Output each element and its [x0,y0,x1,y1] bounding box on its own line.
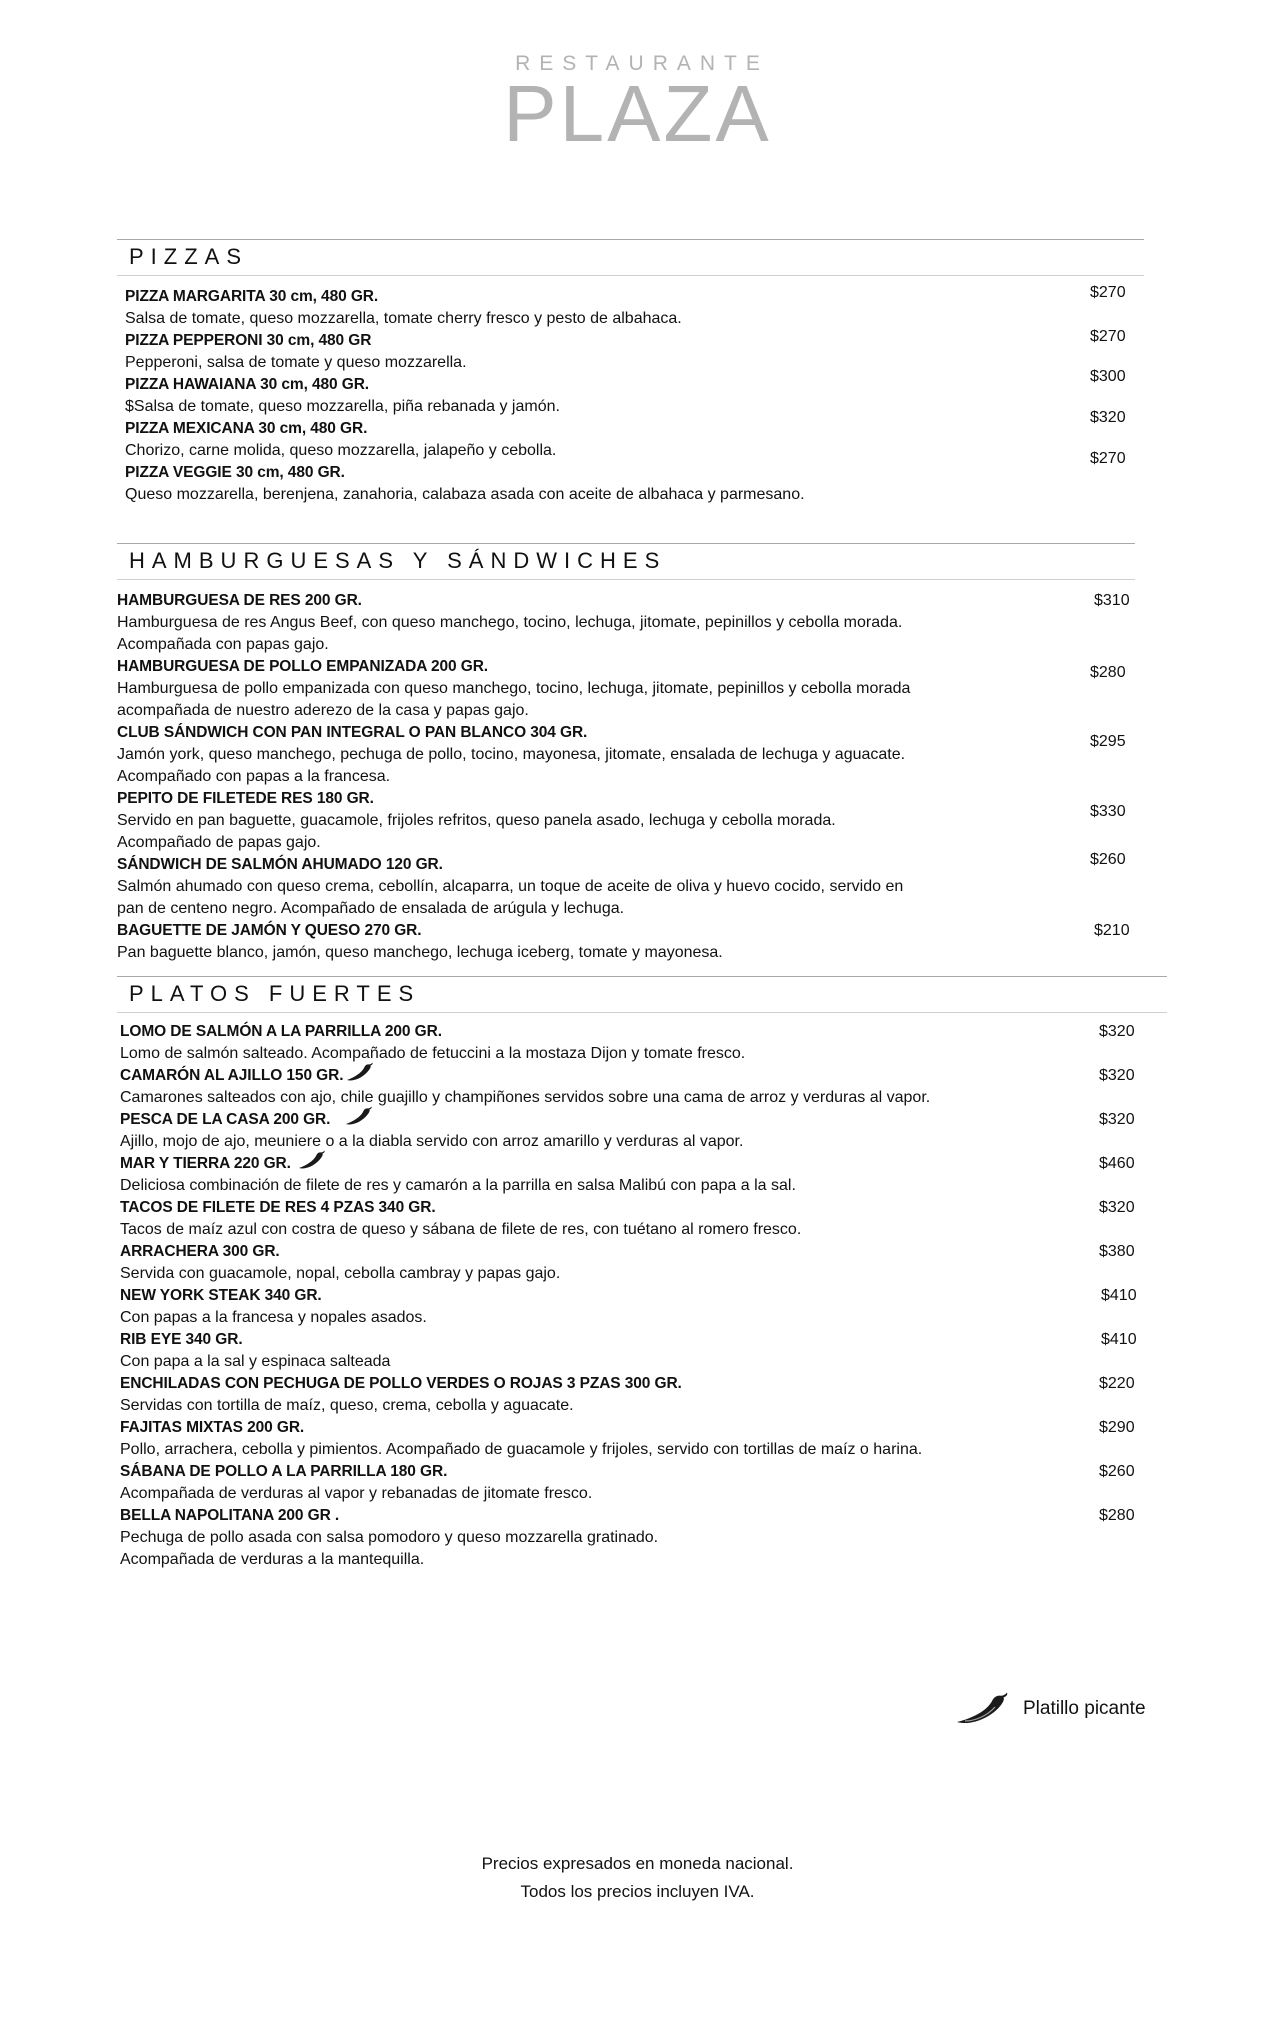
item-name [120,1109,1167,1131]
menu-item [120,1285,1167,1329]
item-description: Acompañada con papas gajo. [117,636,329,653]
item-price: $320 [1099,1067,1135,1084]
item-price: $260 [1090,851,1126,868]
item-description: Salmón ahumado con queso crema, cebollín, alcaparra, un toque de aceite de oliva y huevo cocido, servido en [117,878,904,895]
item-price: $320 [1099,1023,1135,1040]
item-name [120,1065,1167,1087]
menu-item [125,330,1144,374]
item-name-text: MAR Y TIERRA 220 GR. [120,1155,291,1172]
section-platos-fuertes [117,976,1167,1571]
item-description: Pepperoni, salsa de tomate y queso mozzarella. [125,354,467,371]
spicy-legend-label: Platillo picante [1023,1698,1146,1719]
item-name-text: CAMARÓN AL AJILLO 150 GR. [120,1067,344,1084]
item-name: HAMBURGUESA DE RES 200 GR. [117,592,362,609]
chili-pepper-icon [344,1106,374,1128]
item-price: $320 [1099,1111,1135,1128]
item-price: $295 [1090,733,1126,750]
item-price: $300 [1090,368,1126,385]
menu-item [125,368,1144,418]
item-description: Servida con guacamole, nopal, cebolla cambray y papas gajo. [120,1265,561,1282]
item-price: $460 [1099,1155,1135,1172]
menu-item [117,590,1135,656]
item-description: Pechuga de pollo asada con salsa pomodoro y queso mozzarella gratinado. [120,1529,659,1546]
spicy-legend [955,1690,1215,1734]
item-price: $270 [1090,328,1126,345]
item-name: PIZZA MEXICANA 30 cm, 480 GR. [125,420,368,437]
item-description: Con papa a la sal y espinaca salteada [120,1353,391,1370]
footer-line: Precios expresados en moneda nacional. [481,1854,794,1873]
section-hamburguesas [117,543,1135,964]
chili-pepper-icon [345,1062,375,1084]
item-name: PIZZA VEGGIE 30 cm, 480 GR. [125,464,345,481]
footer-note [0,1850,1275,1906]
item-description: Lomo de salmón salteado. Acompañado de fetuccini a la mostaza Dijon y tomate fresco. [120,1045,746,1062]
item-price: $210 [1094,922,1130,939]
item-description: acompañada de nuestro aderezo de la casa y papas gajo. [117,702,529,719]
item-name: PIZZA HAWAIANA 30 cm, 480 GR. [125,376,370,393]
item-name-text: PESCA DE LA CASA 200 GR. [120,1111,331,1128]
item-price: $410 [1101,1331,1137,1348]
menu-item [120,1065,1167,1109]
item-description: Tacos de maíz azul con costra de queso y sábana de filete de res, con tuétano al romero fresco. [120,1221,802,1238]
item-description: Pollo, arrachera, cebolla y pimientos. Acompañado de guacamole y frijoles, servido con tortillas de maíz o harina. [120,1441,923,1458]
section-pizzas [117,239,1144,506]
menu-item [120,1109,1167,1153]
item-description: Acompañado con papas a la francesa. [117,768,391,785]
item-name: ENCHILADAS CON PECHUGA DE POLLO VERDES O ROJAS 3 PZAS 300 GR. [120,1375,682,1392]
item-price: $280 [1090,664,1126,681]
section-header [117,976,1167,1013]
item-description: Hamburguesa de pollo empanizada con queso manchego, tocino, lechuga, jitomate, pepinillos y cebolla morada [117,680,911,697]
item-description: Hamburguesa de res Angus Beef, con queso manchego, tocino, lechuga, jitomate, pepinillos y cebolla morada. [117,614,903,631]
item-name: RIB EYE 340 GR. [120,1331,243,1348]
item-description: $Salsa de tomate, queso mozzarella, piña rebanada y jamón. [125,398,560,415]
chili-pepper-icon [955,1692,1011,1728]
section-title: HAMBURGUESAS Y SÁNDWICHES [129,548,667,573]
menu-items [120,1021,1167,1571]
item-description: Chorizo, carne molida, queso mozzarella, jalapeño y cebolla. [125,442,557,459]
item-description: Con papas a la francesa y nopales asados. [120,1309,427,1326]
item-price: $410 [1101,1287,1137,1304]
item-price: $330 [1090,803,1126,820]
section-title: PLATOS FUERTES [129,981,421,1006]
item-name: NEW YORK STEAK 340 GR. [120,1287,322,1304]
logo-subtitle: RESTAURANTE [515,52,769,75]
item-name: ARRACHERA 300 GR. [120,1243,280,1260]
menu-items [117,590,1135,964]
item-name [120,1153,1167,1175]
item-price: $310 [1094,592,1130,609]
item-name: SÁNDWICH DE SALMÓN AHUMADO 120 GR. [117,856,443,873]
menu-item [117,920,1135,964]
item-price: $290 [1099,1419,1135,1436]
logo-title: PLAZA [503,69,772,158]
section-header [117,239,1144,276]
menu-item [120,1153,1167,1197]
item-description: Deliciosa combinación de filete de res y camarón a la parrilla en salsa Malibú con papa a la sal. [120,1177,796,1194]
section-header [117,543,1135,580]
menu-item [120,1505,1167,1571]
item-price: $270 [1090,450,1126,467]
item-description: Pan baguette blanco, jamón, queso manchego, lechuga iceberg, tomate y mayonesa. [117,944,723,961]
item-name: FAJITAS MIXTAS 200 GR. [120,1419,305,1436]
item-description: Acompañada de verduras al vapor y rebanadas de jitomate fresco. [120,1485,593,1502]
restaurant-logo [0,52,1275,158]
item-name: TACOS DE FILETE DE RES 4 PZAS 340 GR. [120,1199,436,1216]
footer-line: Todos los precios incluyen IVA. [520,1882,755,1901]
item-description: Jamón york, queso manchego, pechuga de pollo, tocino, mayonesa, jitomate, ensalada de lechuga y aguacate. [117,746,906,763]
item-description: Acompañado de papas gajo. [117,834,321,851]
menu-item [117,851,1135,920]
item-description: Servidas con tortilla de maíz, queso, crema, cebolla y aguacate. [120,1397,574,1414]
item-description: Ajillo, mojo de ajo, meuniere o a la diabla servido con arroz amarillo y verduras al vapor. [120,1133,744,1150]
item-price: $280 [1099,1507,1135,1524]
chili-pepper-icon [297,1150,327,1172]
item-price: $320 [1090,409,1126,426]
item-name: LOMO DE SALMÓN A LA PARRILLA 200 GR. [120,1023,442,1040]
menu-item [117,788,1135,854]
item-price: $270 [1090,284,1126,301]
menu-item [120,1241,1167,1285]
item-description: Salsa de tomate, queso mozzarella, tomate cherry fresco y pesto de albahaca. [125,310,682,327]
menu-items [125,286,1144,506]
menu-item [125,409,1144,462]
item-name: SÁBANA DE POLLO A LA PARRILLA 180 GR. [120,1463,448,1480]
item-name: PIZZA PEPPERONI 30 cm, 480 GR [125,332,372,349]
menu-item [120,1373,1167,1417]
menu-item [120,1461,1167,1505]
item-name: CLUB SÁNDWICH CON PAN INTEGRAL O PAN BLANCO 304 GR. [117,724,588,741]
item-name: BELLA NAPOLITANA 200 GR . [120,1507,340,1524]
item-description: Acompañada de verduras a la mantequilla. [120,1551,425,1568]
item-name: BAGUETTE DE JAMÓN Y QUESO 270 GR. [117,922,422,939]
item-description: pan de centeno negro. Acompañado de ensalada de arúgula y lechuga. [117,900,625,917]
section-title: PIZZAS [129,244,249,269]
item-price: $320 [1099,1199,1135,1216]
menu-item [117,722,1135,788]
menu-item [125,286,1144,330]
menu-item [120,1329,1167,1373]
menu-item [120,1021,1167,1065]
menu-item [120,1417,1167,1461]
item-description: Servido en pan baguette, guacamole, frijoles refritos, queso panela asado, lechuga y cebolla morada. [117,812,836,829]
item-description: Queso mozzarella, berenjena, zanahoria, calabaza asada con aceite de albahaca y parmesano. [125,486,805,503]
menu-item [120,1197,1167,1241]
item-price: $220 [1099,1375,1135,1392]
item-name: HAMBURGUESA DE POLLO EMPANIZADA 200 GR. [117,658,488,675]
item-name: PEPITO DE FILETEDE RES 180 GR. [117,790,374,807]
item-description: Camarones salteados con ajo, chile guajillo y champiñones servidos sobre una cama de arroz y verduras al vapor. [120,1089,931,1106]
item-price: $260 [1099,1463,1135,1480]
item-name: PIZZA MARGARITA 30 cm, 480 GR. [125,288,379,305]
menu-item [117,656,1135,722]
item-price: $380 [1099,1243,1135,1260]
